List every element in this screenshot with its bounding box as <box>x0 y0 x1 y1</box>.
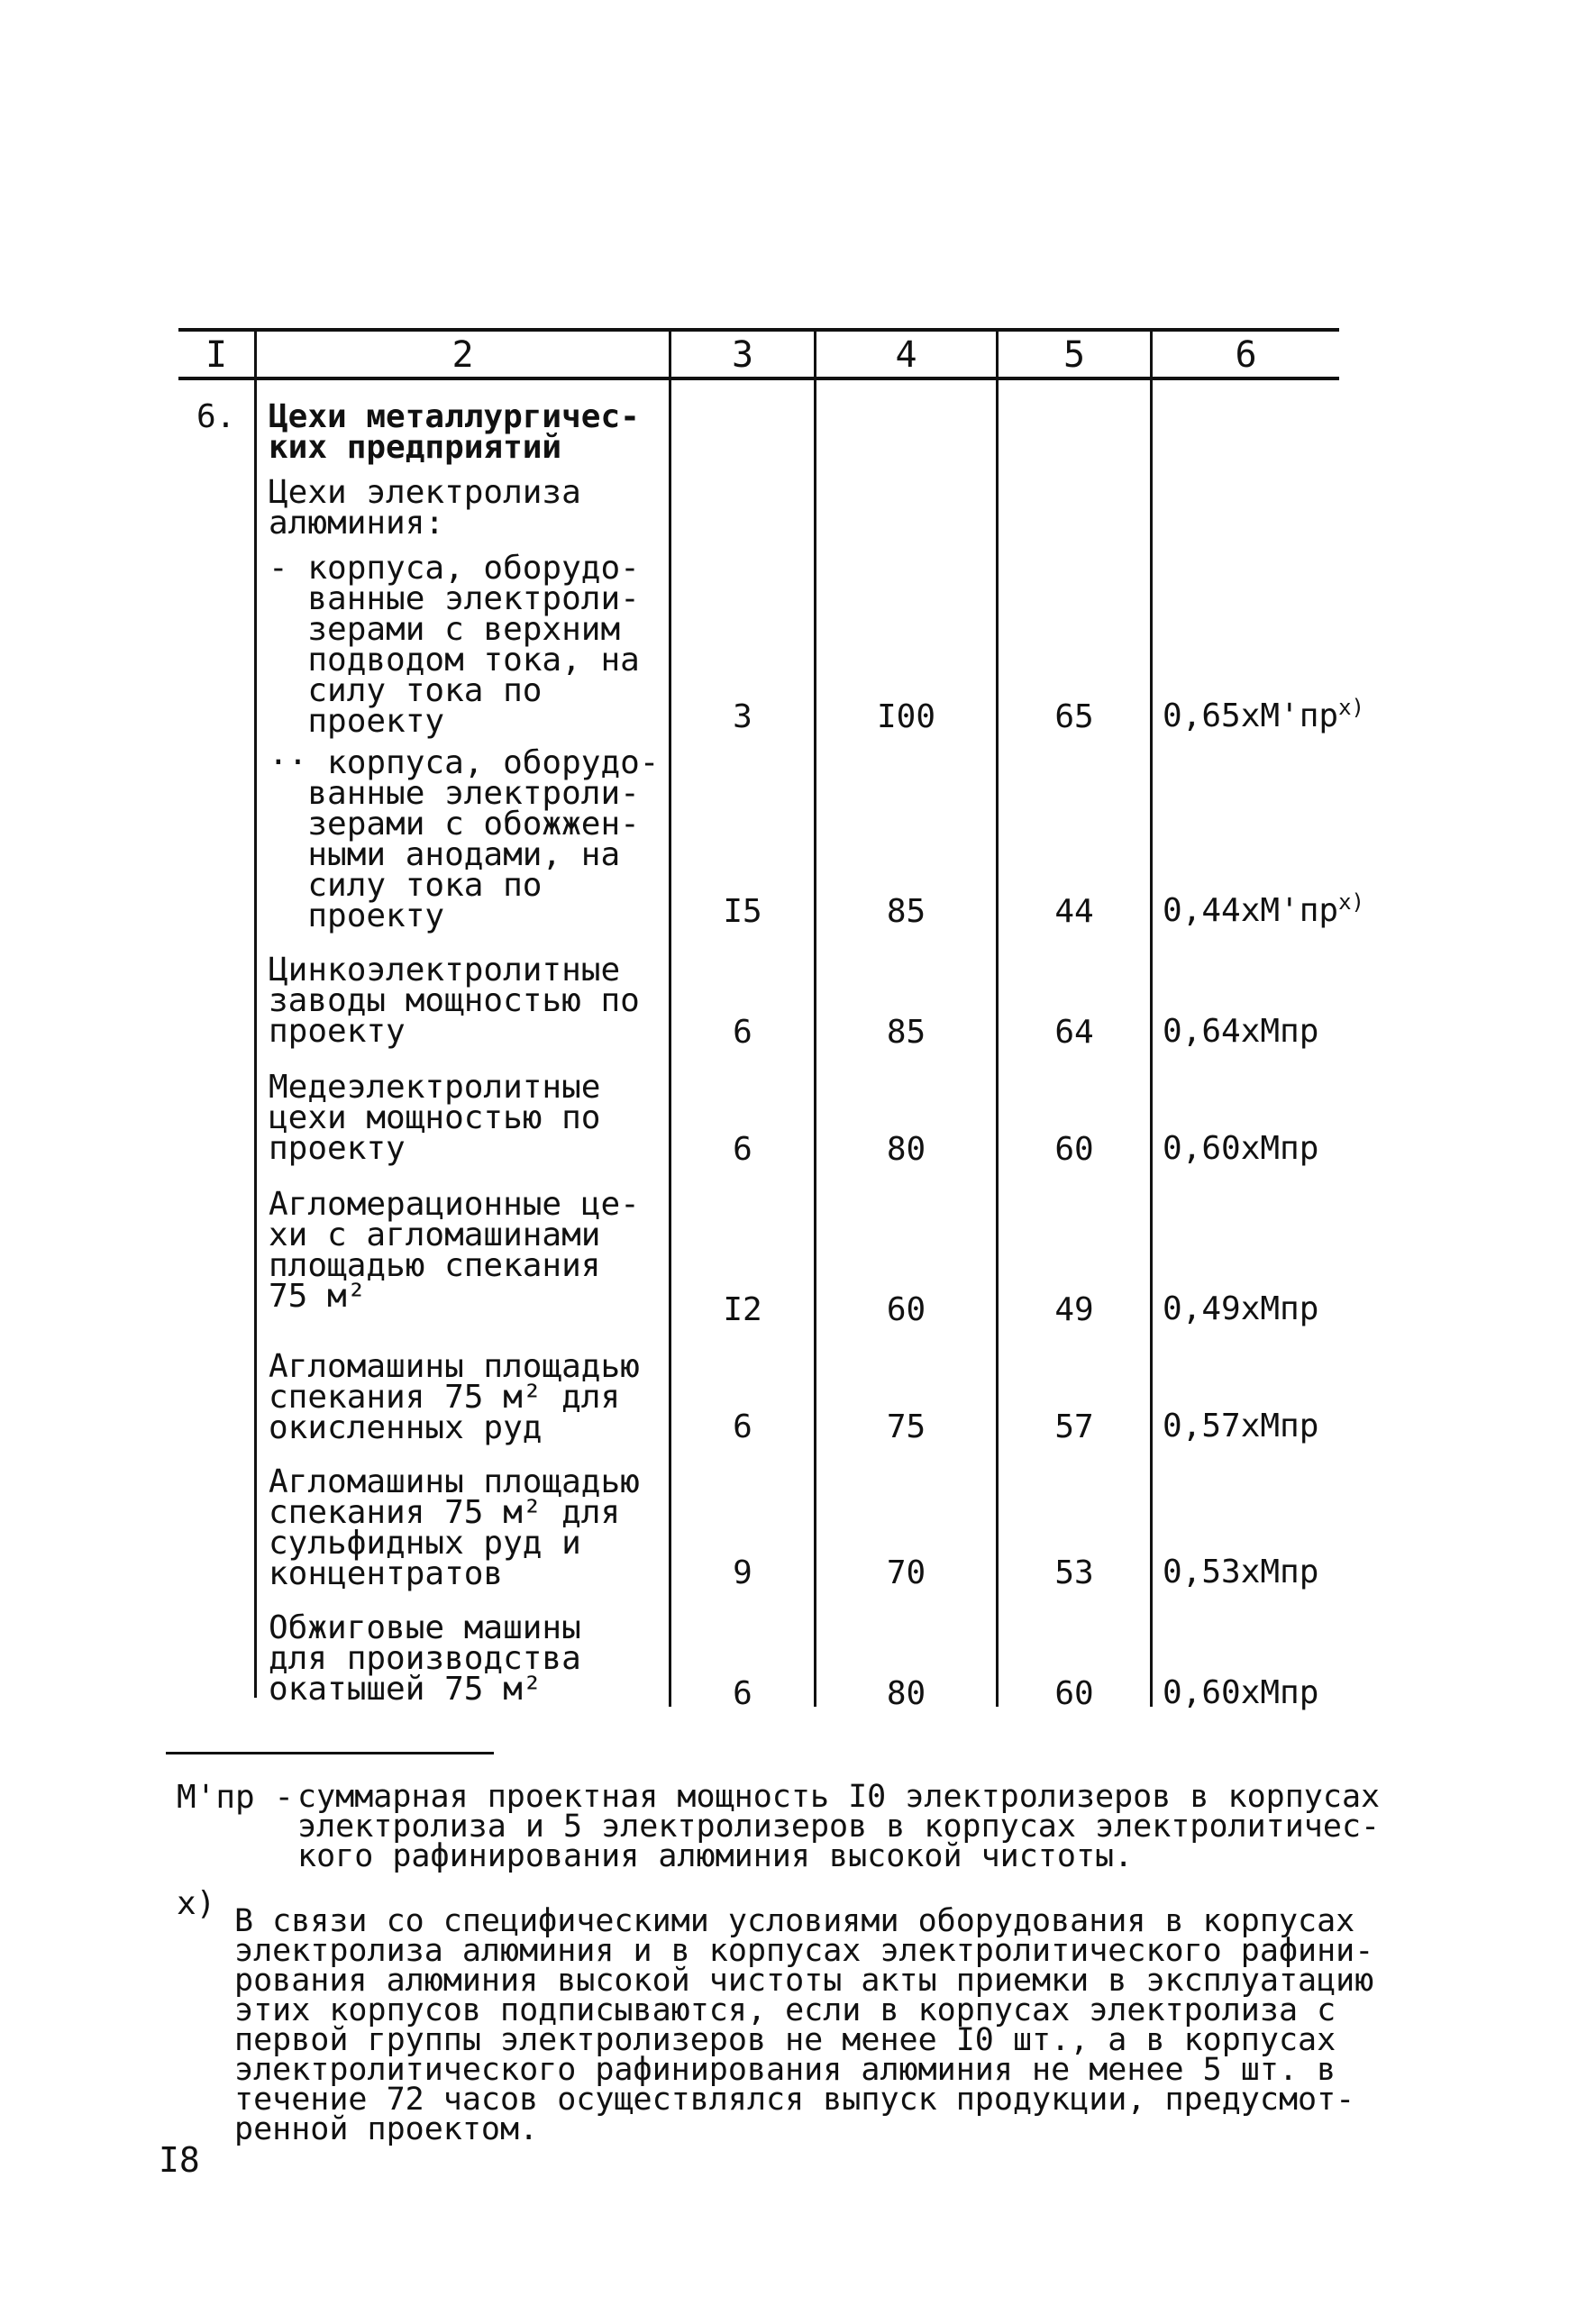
row-7-col-5: 53 <box>1054 1554 1094 1591</box>
footnote-x-text: В связи со специфическими условиями оборудования в корпусах электролиза алюминия и в корпусах электролитического рафини- рования алюминия высокой чистоты акты приемки в эксплуатацию этих корпусов подписываются, если в корпусах электролиза с первой группы электролизеров не менее I0 шт., а в корпусах электролитического рафинирования алюминия не менее 5 шт. в течение 72 часов осуществлялся выпуск продукции, предусмот- ренной проектом. <box>234 1903 1374 2147</box>
col-divider-5 <box>1150 328 1153 1707</box>
row-name-6: Агломашины площадью спекания 75 м² для окисленных руд <box>269 1348 640 1446</box>
row-name-3: Цинкоэлектролитные заводы мощностью по проекту <box>269 952 640 1050</box>
page-number: I8 <box>159 2140 200 2180</box>
row-1-col-5: 65 <box>1054 698 1094 735</box>
row-5-col-6: 0,49хМпр <box>1163 1290 1319 1327</box>
row-2-col-5: 44 <box>1054 893 1094 930</box>
row-5-col-3: I2 <box>723 1291 762 1328</box>
footnote-mpr-label: М'пр - <box>177 1779 295 1816</box>
row-name-8: Обжиговые машины для производства окатышей 75 м² <box>269 1609 581 1708</box>
header-col-2: 2 <box>451 334 474 376</box>
group-title: Цехи электролиза алюминия: <box>269 474 581 542</box>
section-title: Цехи металлургичес- ких предприятий <box>269 398 640 466</box>
row-4-col-6: 0,60хМпр <box>1163 1130 1319 1167</box>
header-col-1: I <box>205 334 228 376</box>
header-col-4: 4 <box>895 334 917 376</box>
row-1-col-6: $0,65хМ'пр^{x)}$ <box>1163 695 1364 734</box>
header-col-5: 5 <box>1063 334 1086 376</box>
row-2-col-6: $0,44хМ'пр^{x)}$ <box>1163 889 1364 929</box>
header-col-6: 6 <box>1235 334 1257 376</box>
table-header-rule <box>178 377 1339 380</box>
row-6-col-4: 75 <box>886 1408 926 1445</box>
row-4-col-5: 60 <box>1054 1131 1094 1168</box>
row-name-7: Агломашины площадью спекания 75 м² для сульфидных руд и концентратов <box>269 1463 640 1592</box>
row-3-col-3: 6 <box>733 1014 752 1051</box>
row-5-col-4: 60 <box>886 1291 926 1328</box>
header-col-3: 3 <box>731 334 754 376</box>
row-7-col-6: 0,53хМпр <box>1163 1554 1319 1590</box>
row-2-col-4: 85 <box>886 893 926 930</box>
row-7-col-3: 9 <box>733 1554 752 1591</box>
row-8-col-3: 6 <box>733 1675 752 1712</box>
table-top-rule <box>178 328 1339 332</box>
row-5-col-5: 49 <box>1054 1291 1094 1328</box>
footnote-mpr-text: суммарная проектная мощность I0 электролизеров в корпусах электролиза и 5 электролизеров в корпусах электролитичес- кого рафинирования алюминия высокой чистоты. <box>297 1779 1381 1874</box>
row-3-col-6: 0,64хМпр <box>1163 1013 1319 1050</box>
row-3-col-5: 64 <box>1054 1014 1094 1051</box>
row-1-col-4: I00 <box>876 698 936 735</box>
row-name-5: Агломерационные це- хи с агломашинами площадью спекания 75 м² <box>269 1186 640 1315</box>
row-6-col-5: 57 <box>1054 1408 1094 1445</box>
row-3-col-4: 85 <box>886 1014 926 1051</box>
row-7-col-4: 70 <box>886 1554 926 1591</box>
row-6-col-6: 0,57хМпр <box>1163 1408 1319 1445</box>
footnote-separator <box>166 1752 494 1754</box>
row-name-2: ·· корпуса, оборудо- ванные электроли- зерами с обожжен- ными анодами, на силу тока по проекту <box>269 744 660 934</box>
footnote-x-label: x) <box>177 1885 216 1922</box>
row-6-col-3: 6 <box>733 1408 752 1445</box>
row-8-col-4: 80 <box>886 1675 926 1712</box>
col-divider-1 <box>254 328 257 1698</box>
row-name-4: Медеэлектролитные цехи мощностью по проекту <box>269 1069 601 1167</box>
row-8-col-5: 60 <box>1054 1675 1094 1712</box>
section-number: 6. <box>196 398 236 435</box>
row-4-col-3: 6 <box>733 1131 752 1168</box>
row-1-col-3: 3 <box>733 698 752 735</box>
row-name-1: - корпуса, оборудо- ванные электроли- зерами с верхним подводом тока, на силу тока по проекту <box>269 550 640 740</box>
row-8-col-6: 0,60хМпр <box>1163 1674 1319 1711</box>
row-2-col-3: I5 <box>723 893 762 930</box>
row-4-col-4: 80 <box>886 1131 926 1168</box>
